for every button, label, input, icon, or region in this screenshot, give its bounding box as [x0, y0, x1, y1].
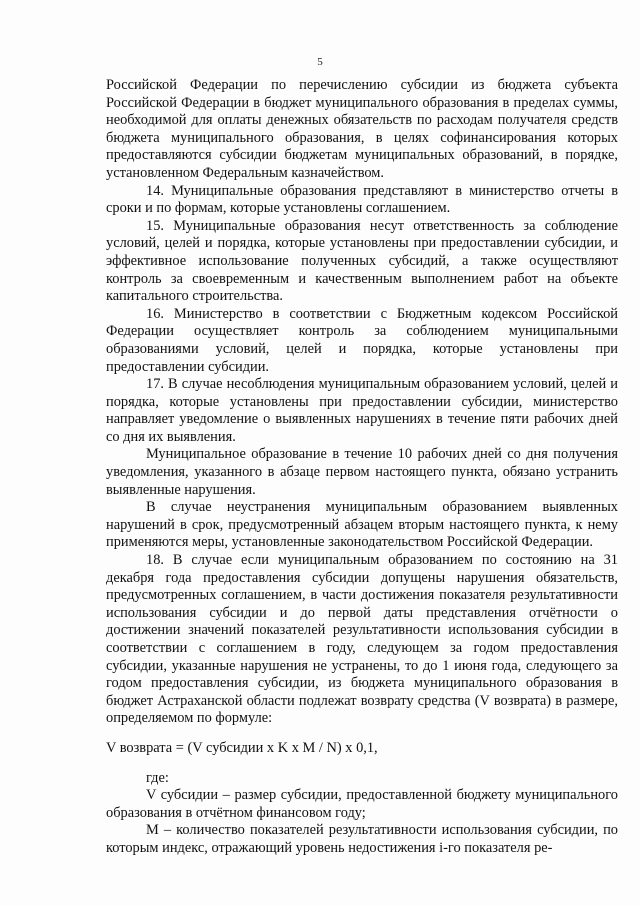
paragraph-17-part-2: Муниципальное образование в течение 10 рабочих дней со дня получения уведомления, указанного в абзаце первом настоящего пункта, обязано устранить выявленные нарушения.	[106, 446, 618, 498]
formula: V возврата = (V субсидии х K х M / N) х 0,1,	[106, 739, 378, 756]
page-number: 5	[317, 56, 323, 68]
document-body	[106, 77, 618, 858]
paragraph-continuation: Российской Федерации по перечислению субсидии из бюджета субъекта Российской Федерации в бюджет муниципального образования в пределах суммы, необходимой для оплаты денежных обязательств по расходам получателя средств бюджета муниципального образования, в целях софинансирования которых предоставляются субсидии бюджетам муниципальных образований, в порядке, установленном Федеральным казначейством.	[106, 77, 618, 181]
paragraph-17: 17. В случае несоблюдения муниципальным образованием условий, целей и порядка, которые установлены при предоставлении субсидии, министерство направляет уведомление о выявленных нарушениях в течение пяти рабочих дней со дня их выявления.	[106, 376, 618, 445]
paragraph-17-part-3: В случае неустранения муниципальным образованием выявленных нарушений в срок, предусмотренный абзацем вторым настоящего пункта, к нему применяются меры, установленные законодательством Российской Федерации.	[106, 499, 618, 551]
paragraph-14: 14. Муниципальные образования представляют в министерство отчеты в сроки и по формам, которые установлены соглашением.	[106, 182, 618, 217]
paragraph-18: 18. В случае если муниципальным образованием по состоянию на 31 декабря года предоставления субсидии допущены нарушения обязательств, предусмотренных соглашением, в части достижения показателя результативности использования субсидии и до первой даты представления отчётности о достижении значений показателей результативности использования субсидии в соответствии с соглашением в году, следующем за годом предоставления субсидии, указанные нарушения не устранены, то до 1 июня года, следующего за годом предоставления субсидии, из бюджета муниципального образования в бюджет Астраханской области подлежат возврату средства (V возврата) в размере, определяемом по формуле:	[106, 552, 618, 727]
definition-v-subsidy: V субсидии – размер субсидии, предоставленной бюджету муниципального образования в отчётном финансовом году;	[106, 787, 618, 821]
paragraph-15: 15. Муниципальные образования несут ответственность за соблюдение условий, целей и порядка, которые установлены при предоставлении субсидии, и эффективное использование полученных субсидий, а также осуществляют контроль за своевременным и качественным выполнением работ на объекте капитального строительства.	[106, 217, 618, 305]
where-label: где:	[146, 769, 169, 786]
definition-m: M – количество показателей результативности использования субсидии, по которым индекс, отражающий уровень недостижения i-го показателя ре-	[106, 822, 618, 856]
paragraph-16: 16. Министерство в соответствии с Бюджетным кодексом Российской Федерации осуществляет контроль за соблюдением муниципальными образованиями условий, целей и порядка, которые установлены при предоставлении субсидии.	[106, 305, 618, 375]
